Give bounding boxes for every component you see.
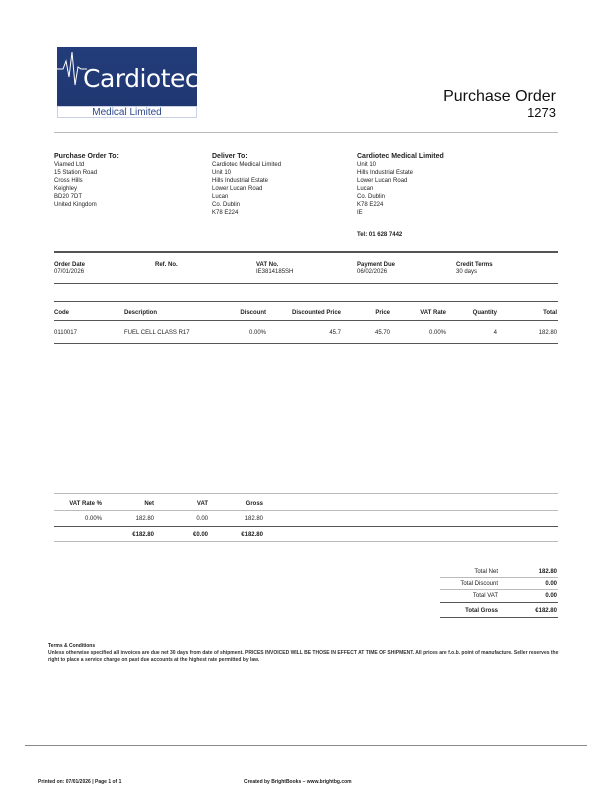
address-line: K78 E224 [212, 210, 239, 216]
company-address [357, 152, 557, 217]
divider [54, 283, 558, 284]
address-line: K78 E224 [357, 202, 384, 208]
address-line: Lower Lucan Road [212, 186, 263, 192]
ref-label: Ref. No. [155, 262, 178, 268]
document-title: Purchase Order [443, 88, 556, 105]
cell-vat-rate: 0.00% [428, 330, 446, 336]
total-vat-label: Total VAT [472, 593, 498, 599]
table-header-rule [54, 320, 558, 321]
cell-description: FUEL CELL CLASS R17 [124, 330, 190, 336]
divider [440, 577, 558, 578]
vat-summary-gross-header: Gross [245, 501, 263, 507]
vat-summary-net: 182.80 [135, 516, 154, 522]
footer-created-by: Created by BrightBooks – www.brightbg.com [244, 779, 352, 785]
terms-text: Unless otherwise specified all invoices are due net 30 days from date of shipment. PRICES INVOICED WILL BE THOSE IN EFFECT AT TIME OF SHIPMENT. All prices are f.o.b. point of manufacture. Seller reserves the right to place a service charge on past due accounts at the highest rate permitted by law. [48, 650, 559, 663]
deliver-to [212, 152, 352, 217]
order-date-label: Order Date [54, 262, 86, 268]
order-date-value: 07/01/2026 [54, 269, 85, 275]
col-discount: Discount [240, 310, 266, 316]
address-line: Unit 10 [357, 162, 377, 168]
credit-terms-value: 30 days [456, 269, 478, 275]
cell-price: 45.70 [374, 330, 390, 336]
address-line: Lower Lucan Road [357, 178, 408, 184]
total-gross-value: €182.80 [535, 608, 557, 614]
col-discounted-price: Discounted Price [291, 310, 341, 316]
cell-discount: 0.00% [248, 330, 266, 336]
vat-summary-total-net: €182.80 [132, 532, 154, 538]
total-net-value: 182.80 [538, 569, 557, 575]
vat-summary-total-gross: €182.80 [241, 532, 263, 538]
terms-title: Terms & Conditions [48, 643, 96, 649]
purchase-order-to-label: Purchase Order To: [54, 153, 119, 160]
address-line: Lucan [212, 194, 229, 200]
vat-summary-net-header: Net [144, 501, 154, 507]
total-vat-value: 0.00 [545, 593, 557, 599]
vat-summary-bottom-rule [54, 541, 558, 542]
divider [54, 251, 558, 253]
document-number: 1273 [527, 105, 556, 120]
address-line: Hills Industrial Estate [212, 178, 269, 184]
vat-summary-vat-header: VAT [196, 501, 208, 507]
vat-summary-total-vat: €0.00 [192, 532, 208, 538]
divider [440, 589, 558, 590]
vat-summary-gross: 182.80 [244, 516, 263, 522]
address-line: Cardiotec Medical Limited [212, 162, 282, 168]
col-price: Price [375, 310, 390, 316]
address-line: BD20 7DT [54, 194, 83, 200]
address-line: United Kingdom [54, 202, 97, 208]
credit-terms-label: Credit Terms [456, 262, 493, 268]
total-gross-label: Total Gross [465, 608, 498, 614]
footer-rule [25, 745, 587, 746]
payment-due-label: Payment Due [357, 262, 396, 268]
col-description: Description [124, 310, 158, 316]
col-total: Total [543, 310, 557, 316]
deliver-to-label: Deliver To: [212, 153, 248, 160]
vat-no-value: IE3814185SH [256, 269, 294, 275]
address-line: IE [357, 210, 363, 216]
company-logo [57, 47, 197, 118]
purchase-order-to [54, 152, 194, 209]
vat-summary-top-rule [54, 493, 558, 494]
address-line: Unit 10 [212, 170, 232, 176]
vat-summary-header-rule [54, 510, 558, 511]
address-line: Cross Hills [54, 178, 83, 184]
vat-summary-row-rule [54, 526, 558, 527]
vat-summary-vat: 0.00 [196, 516, 208, 522]
payment-due-value: 06/02/2026 [357, 269, 388, 275]
vat-summary-rate-header: VAT Rate % [69, 501, 102, 507]
col-vat-rate: VAT Rate [420, 310, 446, 316]
table-top-rule [54, 301, 558, 302]
address-line: Lucan [357, 186, 374, 192]
vat-no-label: VAT No. [256, 262, 279, 268]
total-net-label: Total Net [474, 569, 498, 575]
address-line: Co. Dublin [212, 202, 241, 208]
col-quantity: Quantity [472, 310, 497, 316]
total-discount-value: 0.00 [545, 581, 557, 587]
cell-discounted-price: 45.7 [329, 330, 341, 336]
divider [440, 617, 558, 618]
total-discount-label: Total Discount [460, 581, 498, 587]
cell-quantity: 4 [493, 330, 497, 336]
address-line: 15 Station Road [54, 170, 98, 176]
company-name: Cardiotec Medical Limited [357, 153, 444, 160]
logo-subtitle: Medical Limited [57, 106, 197, 118]
company-tel: Tel: 01 628 7442 [357, 232, 403, 238]
address-line: Co. Dublin [357, 194, 386, 200]
footer-printed: Printed on: 07/01/2026 | Page 1 of 1 [38, 779, 122, 785]
address-line: Keighley [54, 186, 78, 192]
cell-total: 182.80 [538, 330, 557, 336]
address-line: Hills Industrial Estate [357, 170, 414, 176]
vat-summary-rate: 0.00% [84, 516, 102, 522]
cell-code: 0110017 [54, 330, 77, 336]
table-row-rule [54, 343, 558, 344]
divider [54, 132, 558, 133]
divider [440, 602, 558, 603]
col-code: Code [54, 310, 69, 316]
logo-brand: Cardiotec [83, 64, 199, 93]
address-line: Viamed Ltd [54, 162, 85, 168]
